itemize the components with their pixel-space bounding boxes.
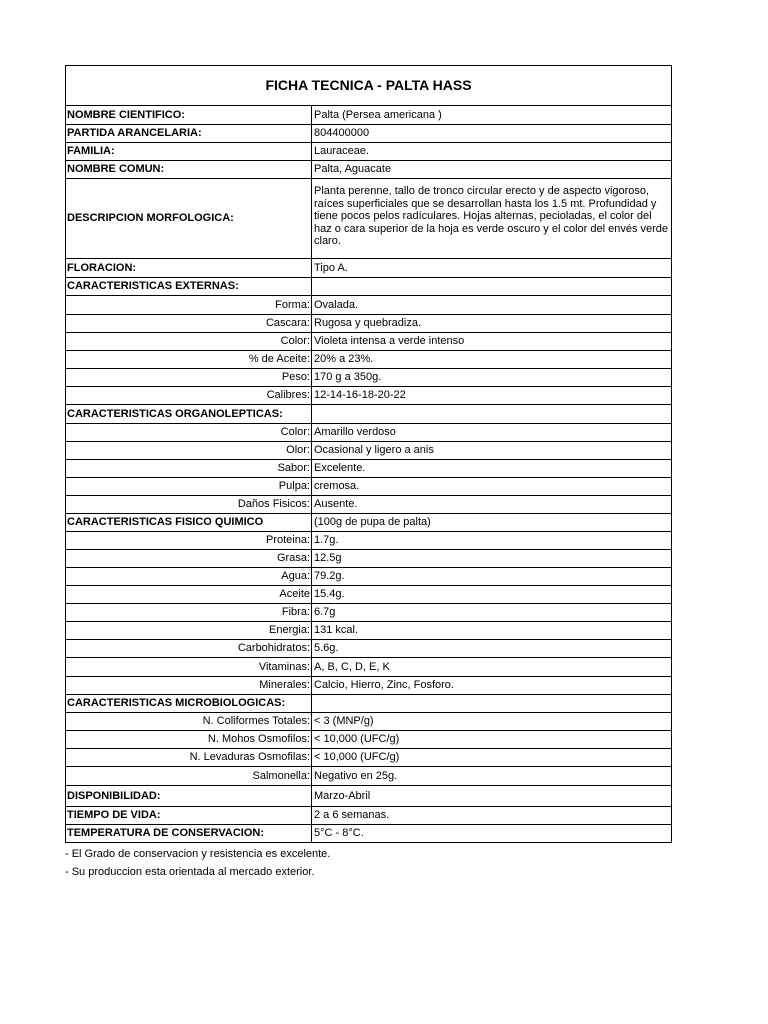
property-value: 12.5g: [312, 550, 672, 568]
property-label: Salmonella:: [66, 767, 312, 786]
property-value: Calcio, Hierro, Zinc, Fosforo.: [312, 677, 672, 695]
spec-row: [66, 496, 672, 514]
property-label: Minerales:: [66, 677, 312, 695]
footnotes: [65, 846, 330, 881]
spec-row: [66, 825, 672, 843]
spec-row: [66, 604, 672, 622]
spec-sheet-table: [65, 65, 672, 843]
property-value: Ausente.: [312, 496, 672, 514]
spec-row: [66, 731, 672, 749]
spec-row: [66, 106, 672, 125]
section-label: CARACTERISTICAS EXTERNAS:: [66, 278, 312, 296]
property-value: Rugosa y quebradiza.: [312, 315, 672, 333]
property-label: Proteina:: [66, 532, 312, 550]
property-label: Cascara:: [66, 315, 312, 333]
property-value: Tipo A.: [312, 259, 672, 278]
spec-row: [66, 586, 672, 604]
property-value: 20% a 23%.: [312, 351, 672, 369]
title-row: [66, 66, 672, 106]
sheet-title: FICHA TECNICA - PALTA HASS: [66, 66, 672, 106]
section-label: TIEMPO DE VIDA:: [66, 807, 312, 825]
property-label: Olor:: [66, 442, 312, 460]
footnote: - Su produccion esta orientada al mercado exterior.: [65, 865, 315, 878]
spec-row: [66, 658, 672, 677]
property-value: Marzo-Abril: [312, 786, 672, 807]
property-value: Negativo en 25g.: [312, 767, 672, 786]
spec-row: [66, 125, 672, 143]
spec-row: [66, 786, 672, 807]
section-label: CARACTERISTICAS ORGANOLEPTICAS:: [66, 405, 312, 424]
property-value: 5.6g.: [312, 640, 672, 658]
property-label: Energia:: [66, 622, 312, 640]
property-label: Carbohidratos:: [66, 640, 312, 658]
property-label: Pulpa:: [66, 478, 312, 496]
property-value: Violeta intensa a verde intenso: [312, 333, 672, 351]
property-label: Fibra:: [66, 604, 312, 622]
section-label: DESCRIPCION MORFOLOGICA:: [66, 179, 312, 259]
property-value: Ovalada.: [312, 296, 672, 315]
property-value: cremosa.: [312, 478, 672, 496]
property-label: Forma:: [66, 296, 312, 315]
spec-row: [66, 278, 672, 296]
section-label: CARACTERISTICAS FISICO QUIMICO: [66, 514, 312, 532]
spec-row: [66, 405, 672, 424]
spec-row: [66, 143, 672, 161]
property-label: Aceite: [66, 586, 312, 604]
property-label: N. Levaduras Osmofilas:: [66, 749, 312, 767]
spec-row: [66, 713, 672, 731]
property-value: 5°C - 8°C.: [312, 825, 672, 843]
property-value: (100g de pupa de palta): [312, 514, 672, 532]
property-label: Calibres:: [66, 387, 312, 405]
property-value: 804400000: [312, 125, 672, 143]
property-value: Planta perenne, tallo de tronco circular erecto y de aspecto vigoroso, raíces superficiales que se desarrollan hasta los 1.5 mt. Profundidad y tiene pocos pelos radículares. Hojas alternas, pecioladas, el color del haz o cara superior de la hoja es verde oscuro y el color del envés verde claro.: [312, 179, 672, 259]
section-label: DISPONIBILIDAD:: [66, 786, 312, 807]
section-label: FAMILIA:: [66, 143, 312, 161]
property-value: 131 kcal.: [312, 622, 672, 640]
property-label: Vitaminas:: [66, 658, 312, 677]
footnote: - El Grado de conservacion y resistencia es excelente.: [65, 848, 331, 860]
property-value: Amarillo verdoso: [312, 424, 672, 442]
spec-sheet-body: [66, 66, 672, 843]
property-value: A, B, C, D, E, K: [312, 658, 672, 677]
property-value: Ocasional y ligero a anis: [312, 442, 672, 460]
spec-row: [66, 161, 672, 179]
property-value: 15.4g.: [312, 586, 672, 604]
spec-row: [66, 424, 672, 442]
property-value: 79.2g.: [312, 568, 672, 586]
spec-row: [66, 514, 672, 532]
spec-row: [66, 550, 672, 568]
spec-row: [66, 807, 672, 825]
spec-row: [66, 568, 672, 586]
property-value: 1.7g.: [312, 532, 672, 550]
spec-row: [66, 369, 672, 387]
section-label: FLORACION:: [66, 259, 312, 278]
property-label: Daños Fisicos:: [66, 496, 312, 514]
property-value: 170 g a 350g.: [312, 369, 672, 387]
property-value: Excelente.: [312, 460, 672, 478]
property-value: 12-14-16-18-20-22: [312, 387, 672, 405]
property-value: Palta (Persea americana ): [312, 106, 672, 125]
section-label: PARTIDA ARANCELARIA:: [66, 125, 312, 143]
property-label: N. Mohos Osmofilos:: [66, 731, 312, 749]
property-label: Sabor:: [66, 460, 312, 478]
property-label: Grasa:: [66, 550, 312, 568]
spec-row: [66, 179, 672, 259]
property-label: N. Coliformes Totales:: [66, 713, 312, 731]
spec-row: [66, 532, 672, 550]
spec-row: [66, 442, 672, 460]
property-label: % de Aceite:: [66, 351, 312, 369]
spec-row: [66, 315, 672, 333]
section-label: TEMPERATURA DE CONSERVACION:: [66, 825, 312, 843]
spec-row: [66, 387, 672, 405]
property-value: Lauraceae.: [312, 143, 672, 161]
spec-row: [66, 351, 672, 369]
section-label: NOMBRE COMUN:: [66, 161, 312, 179]
property-value: < 10,000 (UFC/g): [312, 731, 672, 749]
spec-row: [66, 333, 672, 351]
property-label: Agua:: [66, 568, 312, 586]
property-value: [312, 695, 672, 713]
property-value: 2 a 6 semanas.: [312, 807, 672, 825]
property-value: [312, 405, 672, 424]
property-value: < 3 (MNP/g): [312, 713, 672, 731]
spec-row: [66, 749, 672, 767]
property-value: Palta, Aguacate: [312, 161, 672, 179]
property-value: [312, 278, 672, 296]
property-value: < 10,000 (UFC/g): [312, 749, 672, 767]
property-label: Color:: [66, 424, 312, 442]
spec-row: [66, 695, 672, 713]
spec-row: [66, 622, 672, 640]
spec-row: [66, 460, 672, 478]
property-label: Peso:: [66, 369, 312, 387]
spec-row: [66, 478, 672, 496]
spec-row: [66, 259, 672, 278]
section-label: NOMBRE CIENTIFICO:: [66, 106, 312, 125]
property-label: Color:: [66, 333, 312, 351]
property-value: 6.7g: [312, 604, 672, 622]
spec-row: [66, 677, 672, 695]
section-label: CARACTERISTICAS MICROBIOLOGICAS:: [66, 695, 312, 713]
spec-row: [66, 767, 672, 786]
spec-row: [66, 296, 672, 315]
spec-row: [66, 640, 672, 658]
